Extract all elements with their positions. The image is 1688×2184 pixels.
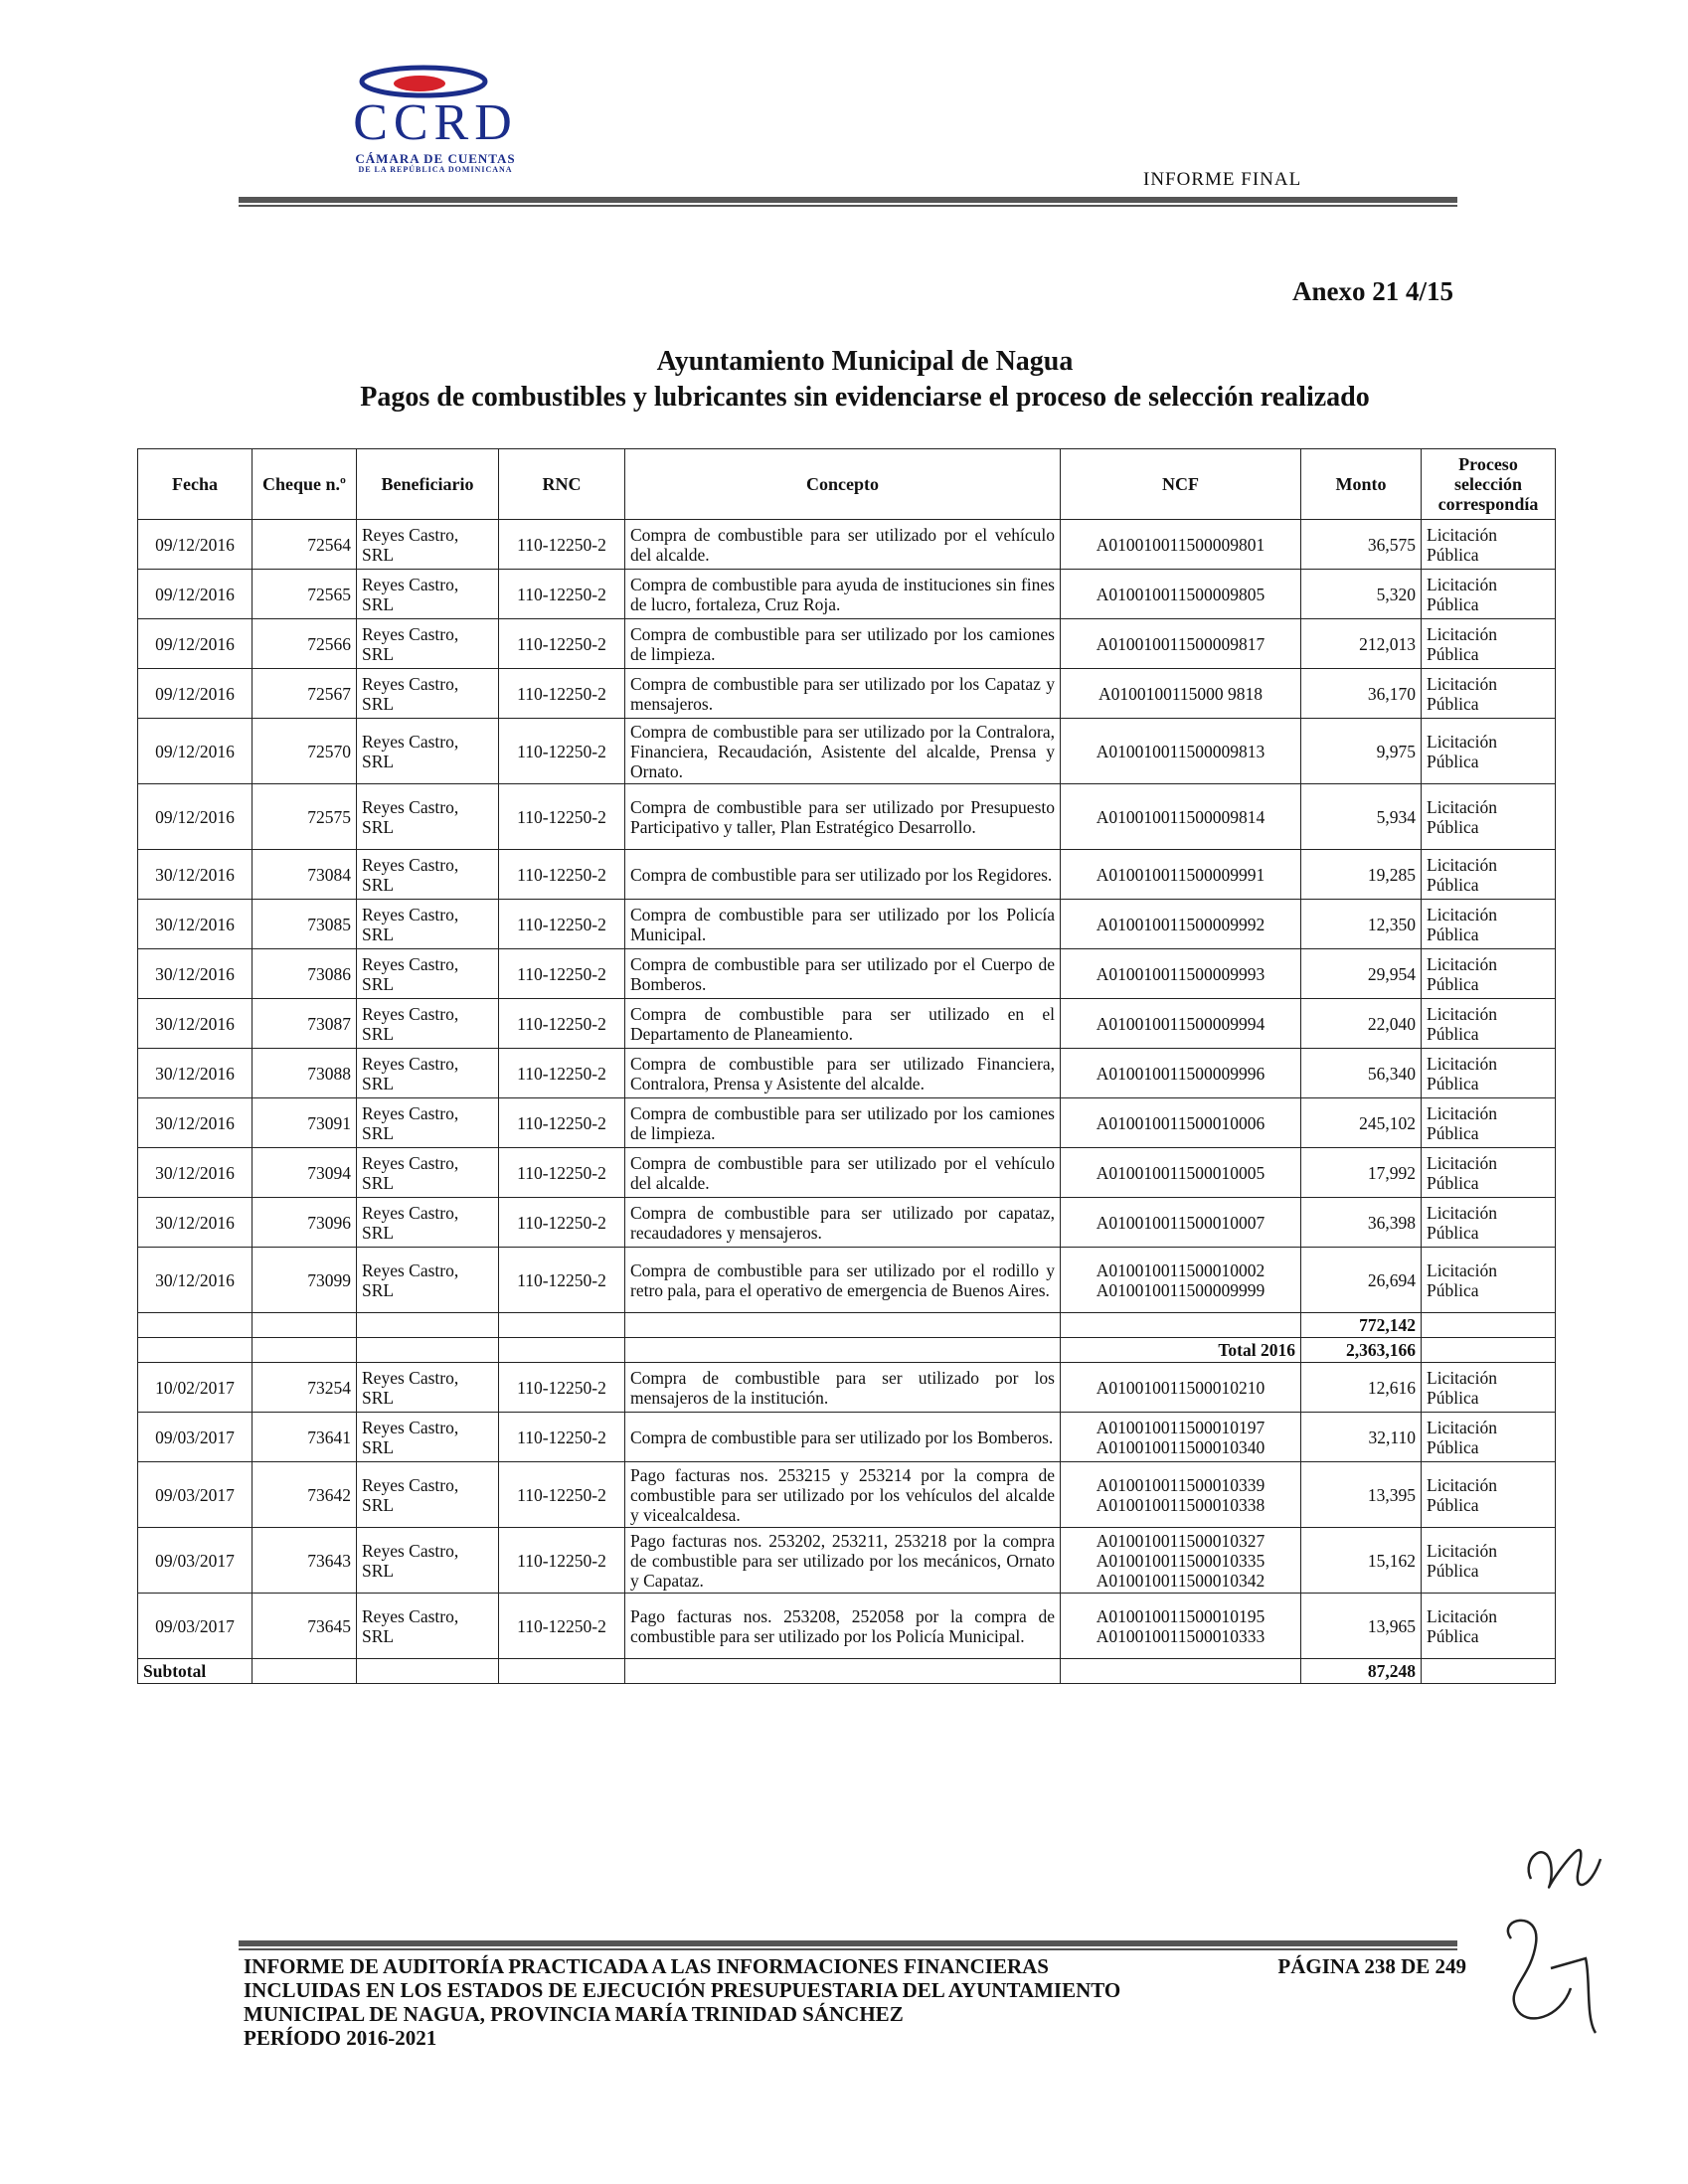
cell-rnc: 110-12250-2 [499,900,625,949]
col-header: NCF [1061,449,1301,520]
subtotal-2016-value: 772,142 [1301,1313,1422,1338]
cell-beneficiario: Reyes Castro, SRL [357,1148,499,1198]
cell-fecha: 09/12/2016 [138,669,253,719]
table-row [138,520,1556,570]
cell-cheque: 72566 [253,619,357,669]
subtotal-2017-value: 87,248 [1301,1659,1422,1684]
handwritten-signature-icon [1491,1819,1610,2048]
cell-monto: 13,395 [1301,1462,1422,1528]
table-totals-2016 [138,1313,1556,1363]
table-row [138,1198,1556,1248]
cell-monto: 19,285 [1301,850,1422,900]
cell-monto: 15,162 [1301,1528,1422,1594]
cell-rnc: 110-12250-2 [499,784,625,850]
cell-proceso: Licitación Pública [1422,619,1556,669]
cell-fecha: 09/12/2016 [138,719,253,784]
footer-text [244,1954,1198,2050]
cell-proceso: Licitación Pública [1422,1248,1556,1313]
cell-cheque: 72564 [253,520,357,570]
cell-beneficiario: Reyes Castro, SRL [357,570,499,619]
cell-proceso: Licitación Pública [1422,949,1556,999]
cell-fecha: 30/12/2016 [138,1098,253,1148]
cell-cheque: 73087 [253,999,357,1049]
cell-ncf: A010010011500009996 [1061,1049,1301,1098]
cell-fecha: 30/12/2016 [138,949,253,999]
cell-concepto: Compra de combustible para ser utilizado por Presupuesto Participativo y taller, Plan Estratégico Desarrollo. [625,784,1061,850]
col-header: Concepto [625,449,1061,520]
cell-monto: 29,954 [1301,949,1422,999]
cell-beneficiario: Reyes Castro, SRL [357,1363,499,1413]
col-header: Monto [1301,449,1422,520]
cell-proceso: Licitación Pública [1422,850,1556,900]
cell-proceso: Licitación Pública [1422,999,1556,1049]
subtotal-row [138,1313,1556,1338]
cell-rnc: 110-12250-2 [499,520,625,570]
cell-monto: 9,975 [1301,719,1422,784]
cell-proceso: Licitación Pública [1422,1594,1556,1659]
cell-concepto: Compra de combustible para ser utilizado por los Capataz y mensajeros. [625,669,1061,719]
cell-beneficiario: Reyes Castro, SRL [357,520,499,570]
cell-fecha: 09/03/2017 [138,1462,253,1528]
cell-cheque: 73094 [253,1148,357,1198]
cell-monto: 32,110 [1301,1413,1422,1462]
cell-ncf: A010010011500010327 A010010011500010335 A010010011500010342 [1061,1528,1301,1594]
cell-monto: 12,350 [1301,900,1422,949]
cell-beneficiario: Reyes Castro, SRL [357,719,499,784]
cell-fecha: 30/12/2016 [138,1049,253,1098]
cell-monto: 5,934 [1301,784,1422,850]
cell-monto: 212,013 [1301,619,1422,669]
cell-fecha: 09/12/2016 [138,520,253,570]
col-header: RNC [499,449,625,520]
cell-monto: 12,616 [1301,1363,1422,1413]
cell-cheque: 73085 [253,900,357,949]
cell-cheque: 72567 [253,669,357,719]
header-rule-thin [239,205,1457,207]
cell-beneficiario: Reyes Castro, SRL [357,900,499,949]
cell-beneficiario: Reyes Castro, SRL [357,1049,499,1098]
cell-proceso: Licitación Pública [1422,784,1556,850]
cell-ncf: A010010011500010195 A010010011500010333 [1061,1594,1301,1659]
cell-cheque: 73254 [253,1363,357,1413]
cell-cheque: 73091 [253,1098,357,1148]
cell-ncf: A010010011500010210 [1061,1363,1301,1413]
table-header-row [138,449,1556,520]
cell-proceso: Licitación Pública [1422,570,1556,619]
table-body-2016 [138,520,1556,1313]
cell-ncf: A010010011500010339 A010010011500010338 [1061,1462,1301,1528]
cell-fecha: 10/02/2017 [138,1363,253,1413]
cell-beneficiario: Reyes Castro, SRL [357,1528,499,1594]
cell-concepto: Compra de combustible para ser utilizado por los Policía Municipal. [625,900,1061,949]
cell-rnc: 110-12250-2 [499,1049,625,1098]
ccrd-logo [316,60,555,174]
cell-proceso: Licitación Pública [1422,1148,1556,1198]
table-row [138,1363,1556,1413]
table-row [138,619,1556,669]
cell-beneficiario: Reyes Castro, SRL [357,1594,499,1659]
cell-ncf: A010010011500010005 [1061,1148,1301,1198]
table-row [138,570,1556,619]
table-row [138,1098,1556,1148]
cell-cheque: 73086 [253,949,357,999]
cell-concepto: Compra de combustible para ser utilizado por los mensajeros de la institución. [625,1363,1061,1413]
cell-cheque: 73084 [253,850,357,900]
cell-monto: 26,694 [1301,1248,1422,1313]
cell-proceso: Licitación Pública [1422,1413,1556,1462]
cell-fecha: 09/12/2016 [138,784,253,850]
cell-monto: 5,320 [1301,570,1422,619]
cell-rnc: 110-12250-2 [499,719,625,784]
table-row [138,1462,1556,1528]
table-row [138,784,1556,850]
table-row [138,1248,1556,1313]
cell-concepto: Compra de combustible para ser utilizado por capataz, recaudadores y mensajeros. [625,1198,1061,1248]
cell-concepto: Compra de combustible para ser utilizado por el vehículo del alcalde. [625,1148,1061,1198]
cell-monto: 22,040 [1301,999,1422,1049]
cell-proceso: Licitación Pública [1422,900,1556,949]
footer-line: INCLUIDAS EN LOS ESTADOS DE EJECUCIÓN PRESUPUESTARIA DEL AYUNTAMIENTO [244,1978,1121,2002]
cell-fecha: 30/12/2016 [138,1198,253,1248]
cell-beneficiario: Reyes Castro, SRL [357,784,499,850]
subtotal-row [138,1659,1556,1684]
table-row [138,949,1556,999]
cell-proceso: Licitación Pública [1422,669,1556,719]
col-header: Cheque n.º [253,449,357,520]
cell-ncf: A010010011500010002 A010010011500009999 [1061,1248,1301,1313]
cell-beneficiario: Reyes Castro, SRL [357,999,499,1049]
cell-concepto: Compra de combustible para ser utilizado por el rodillo y retro pala, para el operativo de emergencia de Buenos Aires. [625,1248,1061,1313]
subtotal-label: Subtotal [138,1659,253,1684]
table-row [138,900,1556,949]
cell-proceso: Licitación Pública [1422,1098,1556,1148]
cell-fecha: 09/12/2016 [138,619,253,669]
cell-rnc: 110-12250-2 [499,669,625,719]
total-2016-value: 2,363,166 [1301,1338,1422,1363]
cell-monto: 56,340 [1301,1049,1422,1098]
table-row [138,1528,1556,1594]
payments-table [137,448,1556,1684]
cell-ncf: A010010011500009992 [1061,900,1301,949]
footer-rule [239,1940,1457,1946]
doc-subtitle: Pagos de combustibles y lubricantes sin evidenciarse el proceso de selección realizado [360,382,1370,413]
cell-concepto: Compra de combustible para ser utilizado por los Regidores. [625,850,1061,900]
cell-concepto: Compra de combustible para ser utilizado por la Contralora, Financiera, Recaudación, Asistente del alcalde, Prensa y Ornato. [625,719,1061,784]
table-body-2017 [138,1363,1556,1659]
cell-cheque: 72575 [253,784,357,850]
cell-concepto: Compra de combustible para ayuda de instituciones sin fines de lucro, fortaleza, Cruz Roja. [625,570,1061,619]
cell-cheque: 73099 [253,1248,357,1313]
table-row [138,1148,1556,1198]
footer-line: MUNICIPAL DE NAGUA, PROVINCIA MARÍA TRINIDAD SÁNCHEZ [244,2002,904,2026]
cell-rnc: 110-12250-2 [499,850,625,900]
cell-rnc: 110-12250-2 [499,619,625,669]
footer-line: PERÍODO 2016-2021 [244,2026,437,2050]
cell-rnc: 110-12250-2 [499,1594,625,1659]
cell-concepto: Compra de combustible para ser utilizado por los Bomberos. [625,1413,1061,1462]
cell-monto: 245,102 [1301,1098,1422,1148]
annex-number: Anexo 21 4/15 [1292,276,1453,306]
cell-fecha: 30/12/2016 [138,999,253,1049]
report-label: INFORME FINAL [1143,169,1302,190]
total-2016-label: Total 2016 [1061,1338,1301,1363]
cell-concepto: Compra de combustible para ser utilizado por los camiones de limpieza. [625,619,1061,669]
cell-ncf: A010010011500009805 [1061,570,1301,619]
cell-ncf: A010010011500010007 [1061,1198,1301,1248]
cell-concepto: Pago facturas nos. 253215 y 253214 por la compra de combustible para ser utilizado por los vehículos del alcalde y vicealcaldesa. [625,1462,1061,1528]
cell-rnc: 110-12250-2 [499,1198,625,1248]
cell-ncf: A010010011500009993 [1061,949,1301,999]
cell-beneficiario: Reyes Castro, SRL [357,619,499,669]
cell-beneficiario: Reyes Castro, SRL [357,1462,499,1528]
cell-beneficiario: Reyes Castro, SRL [357,1098,499,1148]
footer-line: INFORME DE AUDITORÍA PRACTICADA A LAS INFORMACIONES FINANCIERAS [244,1954,1049,1978]
cell-ncf: A010010011500009813 [1061,719,1301,784]
cell-proceso: Licitación Pública [1422,1198,1556,1248]
cell-ncf: A010010011500009991 [1061,850,1301,900]
cell-ncf: A010010011500010197 A010010011500010340 [1061,1413,1301,1462]
cell-fecha: 09/03/2017 [138,1594,253,1659]
page-number: PÁGINA 238 DE 249 [1277,1954,1466,1978]
doc-title: Ayuntamiento Municipal de Nagua [656,346,1074,377]
cell-concepto: Compra de combustible para ser utilizado por los camiones de limpieza. [625,1098,1061,1148]
cell-proceso: Licitación Pública [1422,520,1556,570]
cell-ncf: A010010011500009801 [1061,520,1301,570]
table-totals-2017 [138,1659,1556,1684]
col-header: Beneficiario [357,449,499,520]
cell-rnc: 110-12250-2 [499,1148,625,1198]
footer-rule-thin [239,1948,1457,1950]
cell-beneficiario: Reyes Castro, SRL [357,949,499,999]
cell-cheque: 73643 [253,1528,357,1594]
cell-cheque: 72570 [253,719,357,784]
cell-cheque: 73088 [253,1049,357,1098]
footer [244,1954,1466,2050]
cell-concepto: Compra de combustible para ser utilizado Financiera, Contralora, Prensa y Asistente del alcalde. [625,1049,1061,1098]
cell-cheque: 73645 [253,1594,357,1659]
col-header: Proceso selección correspondía [1422,449,1556,520]
col-header: Fecha [138,449,253,520]
cell-beneficiario: Reyes Castro, SRL [357,1413,499,1462]
header-rule [239,197,1457,203]
cell-fecha: 09/03/2017 [138,1413,253,1462]
cell-ncf: A0100100115000 9818 [1061,669,1301,719]
cell-fecha: 30/12/2016 [138,1248,253,1313]
logo-text: CCRD [353,94,518,151]
cell-rnc: 110-12250-2 [499,1462,625,1528]
cell-concepto: Pago facturas nos. 253208, 252058 por la compra de combustible para ser utilizado por los Policía Municipal. [625,1594,1061,1659]
cell-beneficiario: Reyes Castro, SRL [357,1248,499,1313]
cell-ncf: A010010011500009814 [1061,784,1301,850]
cell-monto: 36,398 [1301,1198,1422,1248]
cell-beneficiario: Reyes Castro, SRL [357,1198,499,1248]
table-row [138,1594,1556,1659]
table-row [138,719,1556,784]
cell-concepto: Compra de combustible para ser utilizado en el Departamento de Planeamiento. [625,999,1061,1049]
cell-fecha: 09/03/2017 [138,1528,253,1594]
cell-concepto: Compra de combustible para ser utilizado por el Cuerpo de Bomberos. [625,949,1061,999]
cell-rnc: 110-12250-2 [499,570,625,619]
cell-proceso: Licitación Pública [1422,1049,1556,1098]
cell-monto: 36,170 [1301,669,1422,719]
cell-proceso: Licitación Pública [1422,719,1556,784]
table-row [138,1413,1556,1462]
cell-fecha: 09/12/2016 [138,570,253,619]
table-row [138,1049,1556,1098]
table-row [138,850,1556,900]
cell-rnc: 110-12250-2 [499,1098,625,1148]
cell-rnc: 110-12250-2 [499,1363,625,1413]
cell-fecha: 30/12/2016 [138,900,253,949]
cell-fecha: 30/12/2016 [138,850,253,900]
cell-cheque: 73096 [253,1198,357,1248]
cell-ncf: A010010011500009994 [1061,999,1301,1049]
cell-concepto: Compra de combustible para ser utilizado por el vehículo del alcalde. [625,520,1061,570]
cell-cheque: 72565 [253,570,357,619]
table-row [138,999,1556,1049]
cell-rnc: 110-12250-2 [499,999,625,1049]
cell-proceso: Licitación Pública [1422,1363,1556,1413]
cell-proceso: Licitación Pública [1422,1528,1556,1594]
table-row [138,669,1556,719]
cell-cheque: 73642 [253,1462,357,1528]
cell-rnc: 110-12250-2 [499,1248,625,1313]
cell-beneficiario: Reyes Castro, SRL [357,669,499,719]
cell-fecha: 30/12/2016 [138,1148,253,1198]
cell-proceso: Licitación Pública [1422,1462,1556,1528]
cell-ncf: A010010011500009817 [1061,619,1301,669]
cell-monto: 13,965 [1301,1594,1422,1659]
cell-rnc: 110-12250-2 [499,1528,625,1594]
logo-subtitle: CÁMARA DE CUENTAS [355,151,516,166]
logo-subtitle-small: DE LA REPÚBLICA DOMINICANA [358,165,513,174]
cell-rnc: 110-12250-2 [499,1413,625,1462]
total-row [138,1338,1556,1363]
cell-beneficiario: Reyes Castro, SRL [357,850,499,900]
cell-ncf: A010010011500010006 [1061,1098,1301,1148]
cell-rnc: 110-12250-2 [499,949,625,999]
cell-concepto: Pago facturas nos. 253202, 253211, 253218 por la compra de combustible para ser utilizado por los mecánicos, Ornato y Capataz. [625,1528,1061,1594]
cell-monto: 17,992 [1301,1148,1422,1198]
cell-monto: 36,575 [1301,520,1422,570]
cell-cheque: 73641 [253,1413,357,1462]
